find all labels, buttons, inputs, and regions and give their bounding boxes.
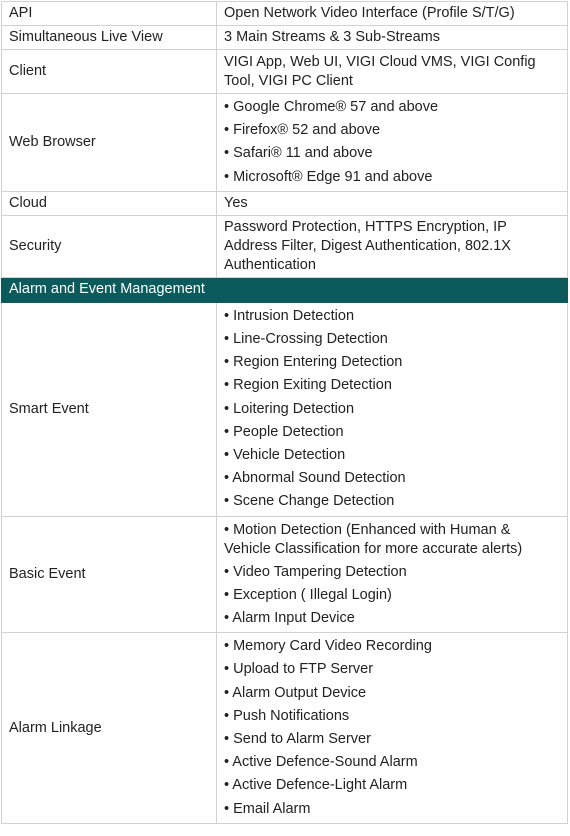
list-item: • Upload to FTP Server [224, 661, 374, 678]
row-label: Web Browser [2, 94, 217, 192]
list-item: • Google Chrome® 57 and above [224, 99, 439, 115]
row-label: Smart Event [2, 302, 217, 516]
table-row-web-browser [2, 94, 568, 192]
row-value: 3 Main Streams & 3 Sub-Streams [217, 26, 568, 50]
table-row-live-view [2, 26, 568, 50]
row-bullet-list [217, 633, 568, 824]
row-value: Password Protection, HTTPS Encryption, IP Address Filter, Digest Authentication, 802.1X Authentication [217, 215, 568, 277]
list-item: • Region Entering Detection [224, 354, 403, 371]
row-label: API [2, 2, 217, 26]
list-item: • Vehicle Detection [224, 447, 346, 464]
list-item: • Active Defence-Sound Alarm [224, 754, 418, 771]
list-item: • Exception ( Illegal Login) [224, 586, 392, 603]
list-item: • Send to Alarm Server [224, 731, 371, 748]
list-item: • Abnormal Sound Detection [224, 470, 406, 487]
table-row-security [2, 215, 568, 277]
row-value: Yes [217, 191, 568, 215]
list-item: • Motion Detection (Enhanced with Human & Vehicle Classification for more accurate alerts) [224, 521, 523, 557]
list-item: • Video Tampering Detection [224, 563, 407, 580]
row-bullet-list [217, 94, 568, 192]
list-item: • Safari® 11 and above [224, 145, 373, 162]
list-item: • Loitering Detection [224, 400, 355, 417]
row-value: Open Network Video Interface (Profile S/T/G) [217, 2, 568, 26]
list-item: • Push Notifications [224, 707, 350, 724]
list-item: • Microsoft® Edge 91 and above [224, 168, 433, 185]
list-item: • Active Defence-Light Alarm [224, 777, 408, 794]
row-label: Simultaneous Live View [2, 26, 217, 50]
table-row-cloud [2, 191, 568, 215]
list-item: • Alarm Input Device [224, 610, 355, 627]
row-value: VIGI App, Web UI, VIGI Cloud VMS, VIGI Config Tool, VIGI PC Client [217, 50, 568, 94]
list-item: • Alarm Output Device [224, 684, 367, 701]
table-row-smart-event [2, 302, 568, 516]
list-item: • Region Exiting Detection [224, 377, 392, 394]
row-bullet-list [217, 302, 568, 516]
spec-table [1, 1, 568, 824]
list-item: • Line-Crossing Detection [224, 331, 388, 348]
list-item: • Intrusion Detection [224, 307, 355, 324]
list-item: • Scene Change Detection [224, 493, 395, 510]
list-item: • Email Alarm [224, 800, 311, 817]
table-row-basic-event [2, 516, 568, 633]
list-item: • People Detection [224, 423, 344, 440]
table-row-alarm-linkage [2, 633, 568, 824]
row-label: Basic Event [2, 516, 217, 633]
section-title: Alarm and Event Management [2, 277, 568, 302]
list-item: • Memory Card Video Recording [224, 638, 432, 655]
row-bullet-list [217, 516, 568, 633]
row-label: Alarm Linkage [2, 633, 217, 824]
table-row-api [2, 2, 568, 26]
list-item: • Firefox® 52 and above [224, 122, 381, 139]
row-label: Client [2, 50, 217, 94]
row-label: Security [2, 215, 217, 277]
section-header-row [2, 277, 568, 302]
row-label: Cloud [2, 191, 217, 215]
table-row-client [2, 50, 568, 94]
